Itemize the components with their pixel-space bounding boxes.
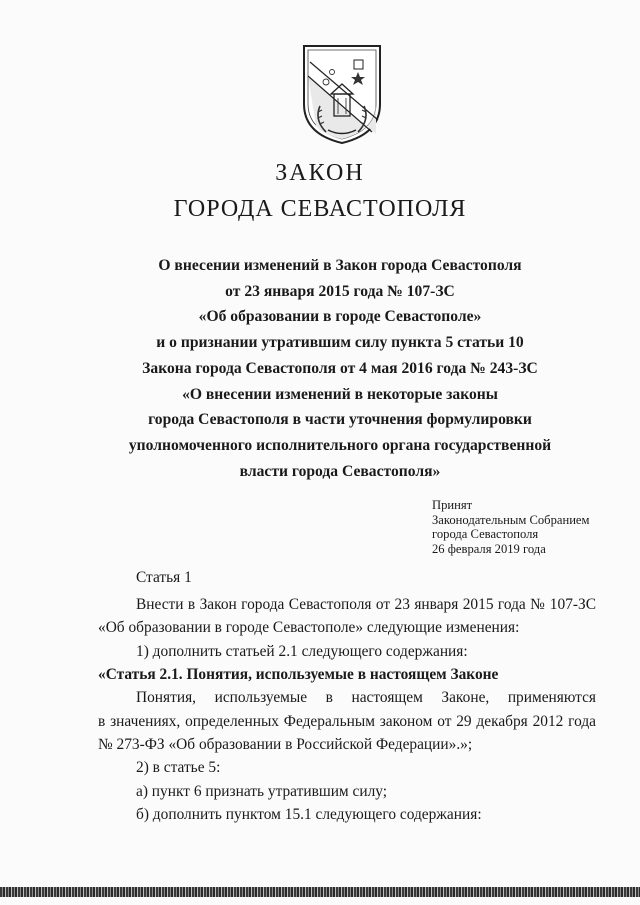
list-item: б) дополнить пунктом 15.1 следующего содержания: bbox=[136, 806, 482, 823]
paragraph-line: Понятия, используемые в настоящем Законе, применяются bbox=[136, 689, 596, 706]
list-item: 1) дополнить статьей 2.1 следующего содержания: bbox=[136, 643, 468, 660]
list-item: 2) в статье 5: bbox=[136, 759, 221, 776]
adoption-line: города Севастополя bbox=[432, 527, 539, 541]
scan-edge-divider bbox=[0, 887, 640, 897]
sevastopol-coat-of-arms-icon bbox=[298, 42, 386, 146]
subject-line: и о признании утратившим силу пункта 5 статьи 10 bbox=[156, 334, 524, 352]
document-title: ЗАКОН bbox=[275, 160, 365, 186]
article-heading: Статья 1 bbox=[136, 569, 192, 586]
subject-line: О внесении изменений в Закон города Севастополя bbox=[158, 257, 522, 274]
subject-line: уполномоченного исполнительного органа государственной bbox=[128, 436, 552, 454]
subject-line: Закона города Севастополя от 4 мая 2016 года № 243-ЗС bbox=[142, 359, 538, 377]
adoption-date: 26 февраля 2019 года bbox=[432, 541, 546, 556]
law-subject-heading bbox=[90, 253, 590, 484]
subject-line: от 23 января 2015 года № 107-ЗС bbox=[225, 282, 455, 300]
subject-line: «О внесении изменений в некоторые законы bbox=[182, 385, 498, 403]
adoption-note bbox=[432, 498, 590, 556]
paragraph-line: № 273-ФЗ «Об образовании в Российской Федерации».»; bbox=[98, 736, 473, 753]
subject-line: власти города Севастополя» bbox=[239, 462, 441, 480]
subject-line: «Об образовании в городе Севастополе» bbox=[198, 308, 482, 326]
adoption-line: Законодательным Собранием bbox=[432, 512, 590, 527]
adoption-line: Принят bbox=[432, 498, 473, 512]
subject-line: города Севастополя в части уточнения формулировки bbox=[148, 411, 532, 429]
paragraph-line: «Об образовании в городе Севастополе» следующие изменения: bbox=[98, 619, 520, 636]
document-subtitle: ГОРОДА СЕВАСТОПОЛЯ bbox=[173, 196, 467, 222]
list-item: а) пункт 6 признать утратившим силу; bbox=[136, 783, 388, 800]
quoted-article-heading: «Статья 2.1. Понятия, используемые в настоящем Законе bbox=[98, 666, 499, 683]
paragraph-line: Внести в Закон города Севастополя от 23 января 2015 года № 107-ЗС bbox=[136, 596, 596, 613]
paragraph-line: в значениях, определенных Федеральным законом от 29 декабря 2012 года bbox=[98, 713, 596, 730]
